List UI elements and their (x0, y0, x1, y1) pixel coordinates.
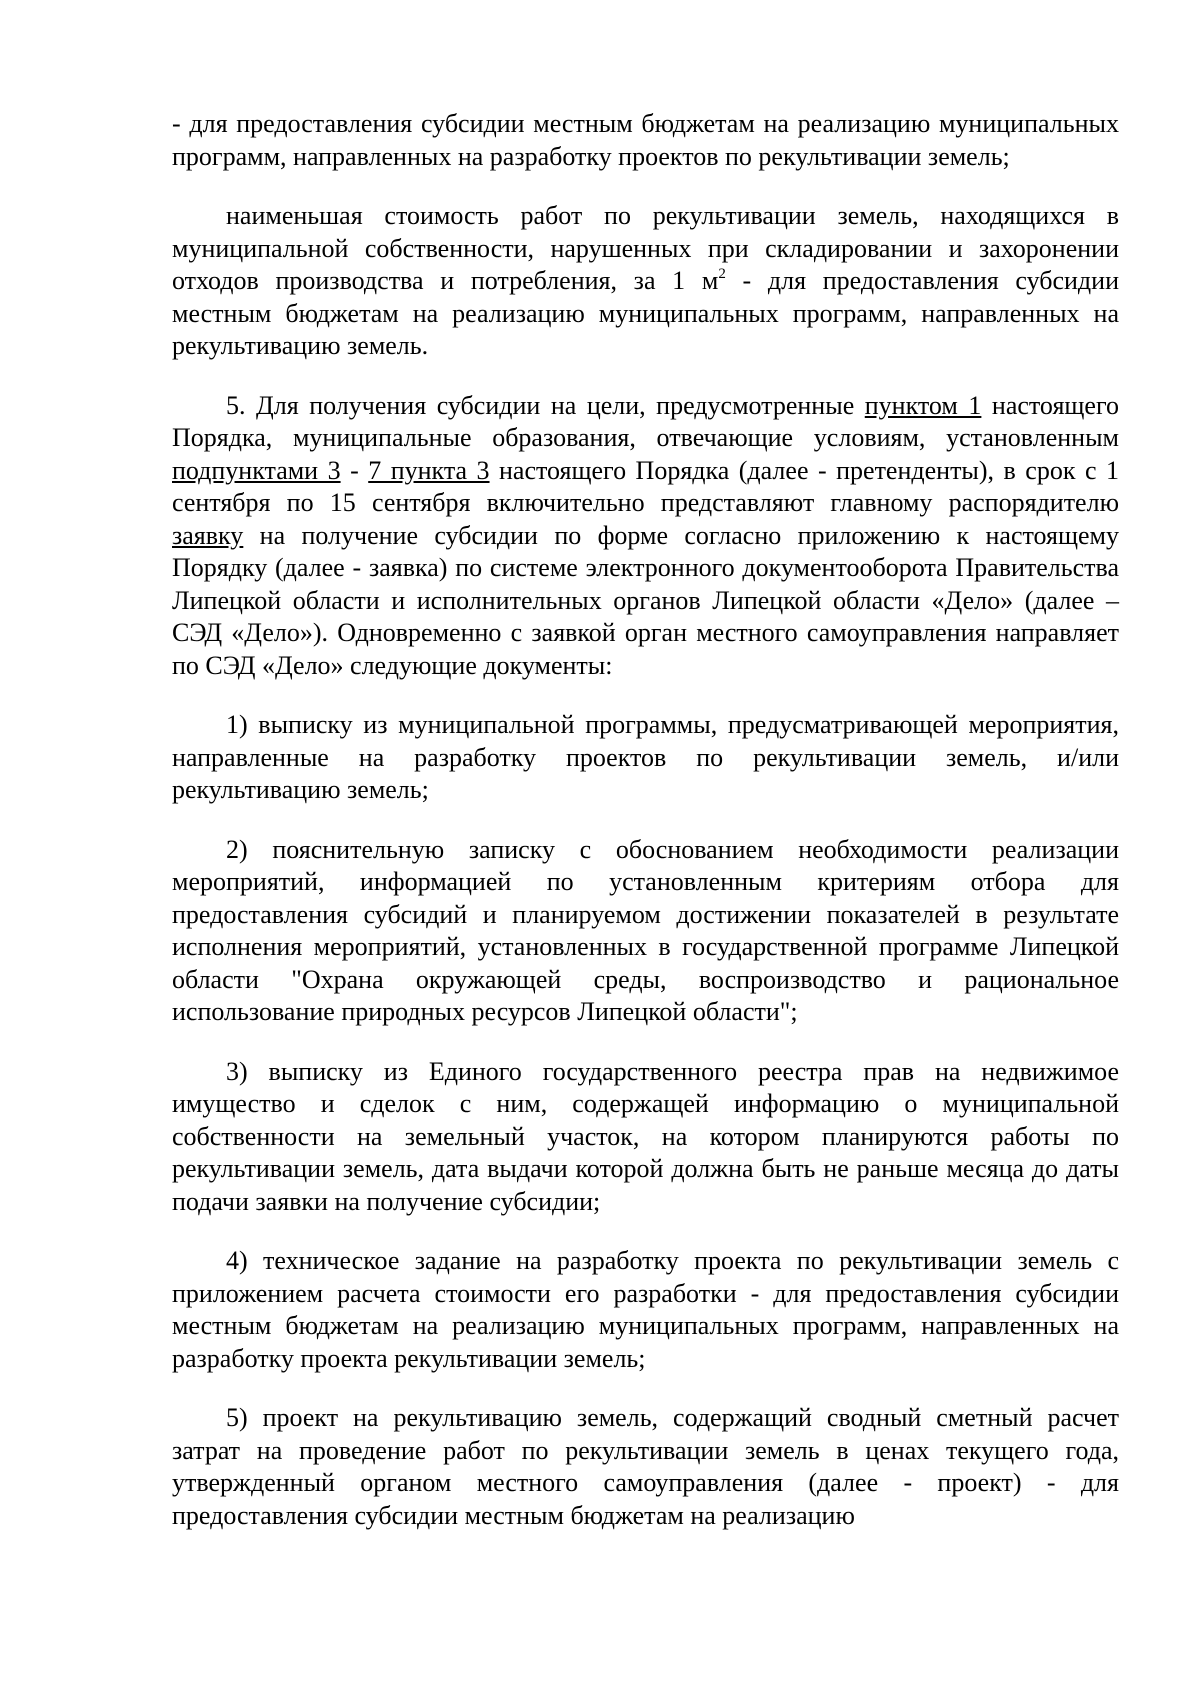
link-zayavka[interactable]: заявку (172, 520, 244, 550)
paragraph-subsidy-projects: - для предоставления субсидии местным бюджетам на реализацию муниципальных программ, направленных на разработку проектов по рекультивации земель; (172, 109, 1119, 171)
p5-text-3: - (340, 455, 369, 485)
paragraph-min-cost (172, 200, 1119, 363)
document-page (172, 108, 1119, 1532)
square-superscript: 2 (718, 266, 726, 282)
min-cost-text-a: наименьшая стоимость работ по рекультивации земель, находящихся в муниципальной собственности, нарушенных при складировании и захоронении отходов производства и потребления, за 1 м (172, 201, 1119, 295)
list-item-3: 3) выписку из Единого государственного реестра прав на недвижимое имущество и сделок с ним, содержащей информацию о муниципальной собственности на земельный участок, на котором планируются работы по рекультивации земель, дата выдачи которой должна быть не раньше месяца до даты подачи заявки на получение субсидии; (172, 1056, 1119, 1216)
link-podpunkty-3[interactable]: подпунктами 3 (172, 455, 341, 485)
p5-text-1: 5. Для получения субсидии на цели, предусмотренные (226, 390, 865, 420)
list-item-4: 4) техническое задание на разработку проекта по рекультивации земель с приложением расчета стоимости его разработки - для предоставления субсидии местным бюджетам на реализацию муниципальных программ, направленных на разработку проекта рекультивации земель; (172, 1246, 1119, 1373)
paragraph-5-application (172, 390, 1119, 683)
list-item-2: 2) пояснительную записку с обоснованием необходимости реализации мероприятий, информацией по установленным критериям отбора для предоставления субсидий и планируемом достижении показателей в результате исполнения мероприятий, установленных в государственной программе Липецкой области "Охрана окружающей среды, воспроизводство и рациональное использование природных ресурсов Липецкой области"; (172, 834, 1119, 1026)
p5-text-4: настоящего Порядка (далее - претенденты), в срок с 1 сентября по 15 сентября включительно представляют главному распорядителю (172, 455, 1119, 517)
p5-text-2: настоящего Порядка, муниципальные образования, отвечающие условиям, установленным (172, 390, 1119, 452)
min-cost-text-b: - для предоставления субсидии местным бюджетам на реализацию муниципальных программ, направленных на рекультивацию земель. (172, 266, 1119, 360)
list-item-1: 1) выписку из муниципальной программы, предусматривающей мероприятия, направленные на разработку проектов по рекультивации земель, и/или рекультивацию земель; (172, 710, 1119, 804)
list-item-5: 5) проект на рекультивацию земель, содержащий сводный сметный расчет затрат на проведение работ по рекультивации земель в ценах текущего года, утвержденный органом местного самоуправления (далее - проект) - для предоставления субсидии местным бюджетам на реализацию (172, 1403, 1119, 1530)
link-punkt-1[interactable]: пунктом 1 (864, 390, 982, 420)
link-7-punkta-3[interactable]: 7 пункта 3 (368, 455, 490, 485)
p5-text-5: на получение субсидии по форме согласно приложению к настоящему Порядку (далее - заявка) по системе электронного документооборота Правительства Липецкой области и исполнительных органов Липецкой области «Дело» (далее – СЭД «Дело»). Одновременно с заявкой орган местного самоуправления направляет по СЭД «Дело» следующие документы: (172, 520, 1119, 680)
